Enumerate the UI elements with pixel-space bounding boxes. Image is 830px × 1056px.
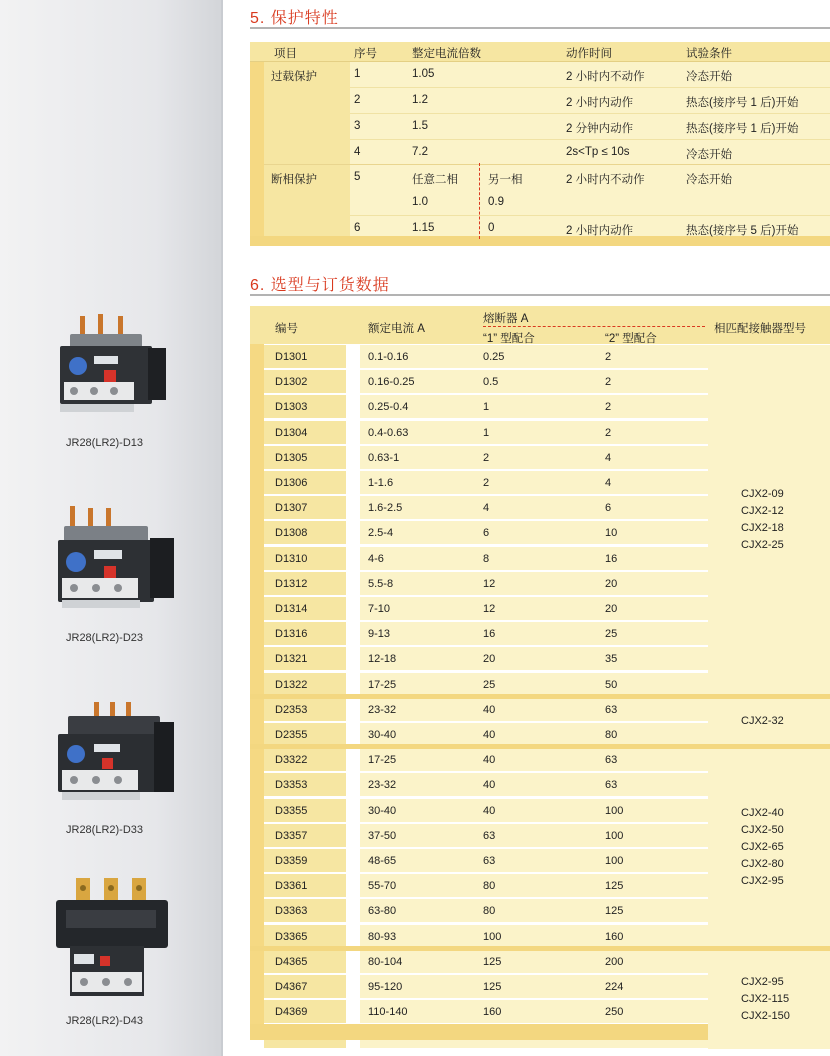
row-fuse-type2: 125: [605, 880, 624, 893]
dial: [69, 357, 87, 375]
row-code: D3353: [275, 779, 308, 792]
contactor-model: CJX2-95: [741, 875, 784, 888]
row-fuse-type2: 200: [605, 955, 624, 968]
row-condition: 冷态开始: [686, 71, 732, 83]
contactor-model: CJX2-150: [741, 1009, 790, 1022]
protection-row: [250, 88, 830, 113]
contactor-model-list: [741, 974, 790, 1025]
value-cell-bg: [360, 723, 722, 746]
row-fuse-type2: 63: [605, 754, 618, 767]
value-cell-bg: [360, 647, 722, 670]
header-current: 额定电流 A: [368, 323, 425, 335]
product-caption-d23: JR28(LR2)-D23: [66, 632, 144, 644]
row-fuse-type1: 0.5: [483, 376, 499, 389]
contactor-model: CJX2-80: [741, 858, 784, 871]
row-code: D3365: [275, 930, 308, 943]
contactor-model: CJX2-25: [741, 539, 784, 552]
value-cell-bg: [360, 975, 722, 998]
relay-base: [60, 404, 134, 412]
relay-base: [62, 792, 140, 800]
contactor-group-cell: [708, 698, 830, 746]
row-multiple: 1.15: [412, 222, 435, 234]
label-plate: [74, 954, 94, 964]
value-cell-bg: [360, 622, 722, 645]
dial: [67, 745, 85, 763]
screw: [90, 387, 98, 395]
value-cell-bg: [360, 673, 722, 696]
row-fuse-type2: 160: [605, 930, 624, 943]
row-current: 0.16-0.25: [368, 376, 415, 389]
protection-table: [250, 42, 830, 246]
header-item: 项目: [274, 48, 297, 60]
row-current: 5.5-8: [368, 577, 394, 590]
protection-header-row: [250, 42, 830, 62]
lug-hole: [136, 885, 142, 891]
value-cell-bg: [360, 572, 722, 595]
row-item: 过载保护: [271, 71, 317, 83]
value-cell-bg: [360, 395, 722, 418]
value-cell-bg: [360, 698, 722, 721]
row-code: D1314: [275, 603, 308, 615]
row-no: 2: [354, 94, 361, 106]
screw: [92, 584, 100, 592]
row-multiple: 7.2: [412, 146, 428, 158]
row-fuse-type1: 100: [483, 930, 502, 943]
table-left-band: [250, 306, 264, 1040]
row-fuse-type1: 63: [483, 829, 496, 842]
value-cell-bg: [360, 925, 722, 948]
value-cell-bg: [360, 521, 722, 544]
label-plate: [94, 356, 118, 364]
row-time: 2s<Tp ≤ 10s: [566, 146, 630, 158]
row-condition: 热态(接序号 1 后)开始: [686, 97, 799, 109]
protection-row: [250, 165, 830, 190]
row-code: D1322: [275, 678, 308, 691]
contactor-model: CJX2-18: [741, 522, 784, 535]
value-cell-bg: [360, 597, 722, 620]
protection-row: [250, 62, 830, 87]
row-current: 1-1.6: [368, 477, 394, 489]
row-code: D2355: [275, 729, 308, 741]
fuse-header-dashed: [483, 326, 705, 327]
row-current: 12-18: [368, 653, 397, 666]
row-current: 37-50: [368, 829, 397, 842]
section6-rule: [250, 294, 830, 296]
row-multiple: 1.2: [412, 94, 428, 106]
row-fuse-type1: 40: [483, 779, 496, 792]
row-current: 17-25: [368, 754, 397, 767]
row-no: 3: [354, 120, 361, 132]
value-cell-bg: [360, 824, 722, 847]
screw: [114, 776, 122, 784]
screw: [102, 978, 110, 986]
row-code: D4369: [275, 1006, 308, 1019]
row-multiple: 1.5: [412, 120, 428, 132]
row-condition: 热态(接序号 1 后)开始: [686, 123, 799, 135]
screw: [80, 978, 88, 986]
contactor-model: CJX2-65: [741, 841, 784, 854]
row-multiple: 任意二相: [412, 174, 458, 186]
row-code: D4365: [275, 955, 308, 968]
row-fuse-type2: 6: [605, 502, 612, 515]
contactor-model-list: [741, 713, 784, 730]
value-cell-bg: [360, 899, 722, 922]
label-plate: [94, 550, 122, 559]
row-fuse-type2: 250: [605, 1006, 624, 1019]
row-current: 30-40: [368, 729, 397, 741]
row-time: 2 小时内不动作: [566, 174, 645, 186]
row-current: 48-65: [368, 855, 397, 867]
row-current: 17-25: [368, 678, 397, 691]
header-fuse-type1: “1” 型配合: [483, 333, 535, 345]
relay-d33-image: [54, 700, 178, 808]
row-current: 2.5-4: [368, 527, 394, 540]
row-code: D3355: [275, 804, 308, 817]
row-fuse-type1: 2: [483, 477, 490, 489]
row-fuse-type1: 12: [483, 577, 496, 590]
row-multiple: 1.0: [412, 196, 428, 208]
row-fuse-type2: 16: [605, 552, 618, 565]
contactor-model-list: [741, 805, 784, 890]
row-fuse-type1: 160: [483, 1006, 502, 1019]
protection-row: [250, 216, 830, 241]
row-code: D1308: [275, 527, 308, 540]
row-fuse-type1: 1: [483, 426, 490, 439]
row-code: D3322: [275, 754, 308, 767]
protection-row: [250, 140, 830, 165]
section5-title: 5. 保护特性: [250, 10, 339, 27]
header-fuse-type2: “2” 型配合: [605, 333, 657, 345]
product-caption-d43: JR28(LR2)-D43: [66, 1015, 144, 1027]
row-fuse-type1: 4: [483, 502, 490, 515]
row-code: D1310: [275, 552, 308, 565]
row-code: D1316: [275, 628, 308, 641]
header-fuse: 熔断器 A: [483, 313, 529, 325]
reset-button: [100, 956, 110, 966]
value-cell-bg: [360, 950, 722, 973]
screw: [124, 978, 132, 986]
row-fuse-type2: 35: [605, 653, 618, 666]
row-code: D1304: [275, 426, 308, 439]
relay-cover: [66, 910, 156, 928]
row-condition: 冷态开始: [686, 174, 732, 186]
value-cell-bg: [360, 773, 722, 796]
contactor-group-cell: [708, 345, 830, 696]
value-cell-bg: [360, 471, 722, 494]
row-fuse-type2: 4: [605, 477, 612, 489]
row-fuse-type1: 16: [483, 628, 496, 641]
row-current: 4-6: [368, 552, 384, 565]
row-no: 5: [354, 171, 361, 183]
header-code: 编号: [275, 323, 298, 335]
row-current: 95-120: [368, 981, 403, 993]
row-fuse-type2: 10: [605, 527, 618, 540]
contactor-model: CJX2-32: [741, 715, 784, 728]
protection-row: [250, 114, 830, 139]
row-code: D1306: [275, 477, 308, 489]
row-current: 23-32: [368, 703, 397, 716]
row-condition: 热态(接序号 5 后)开始: [686, 225, 799, 237]
row-current: 110-140: [368, 1006, 408, 1019]
row-fuse-type1: 6: [483, 527, 490, 540]
section6-title: 6. 选型与订货数据: [250, 277, 390, 294]
value-cell-bg: [360, 345, 722, 368]
row-current: 1.6-2.5: [368, 502, 403, 515]
row-fuse-type2: 20: [605, 577, 618, 590]
screw: [70, 776, 78, 784]
row-code: D1301: [275, 351, 308, 363]
row-fuse-type2: 63: [605, 779, 618, 792]
relay-base: [62, 600, 140, 608]
row-fuse-type2: 100: [605, 829, 624, 842]
row-current: 80-104: [368, 955, 403, 968]
value-cell-bg: [360, 496, 722, 519]
row-code: D1302: [275, 376, 308, 389]
row-fuse-type2: 100: [605, 804, 624, 817]
row-fuse-type2: 63: [605, 703, 618, 716]
row-item: 断相保护: [271, 174, 317, 186]
row-code: D3363: [275, 905, 308, 918]
row-multiple: 1.05: [412, 68, 435, 80]
contactor-model: CJX2-95: [741, 975, 784, 988]
row-fuse-type2: 224: [605, 981, 624, 993]
group-separator: [250, 744, 830, 749]
row-fuse-type1: 0.25: [483, 351, 505, 363]
contactor-group-cell: [708, 748, 830, 948]
product-caption-d33: JR28(LR2)-D33: [66, 824, 144, 836]
row-fuse-type1: 40: [483, 754, 496, 767]
row-fuse-type1: 40: [483, 703, 496, 716]
row-fuse-type2: 2: [605, 376, 612, 389]
row-fuse-type1: 1: [483, 401, 490, 414]
row-code: D1305: [275, 451, 308, 464]
value-cell-bg: [360, 421, 722, 444]
group-separator: [250, 694, 830, 699]
row-fuse-type2: 125: [605, 905, 624, 918]
row-fuse-type2: 100: [605, 855, 624, 867]
gutter-edge: [221, 0, 223, 1056]
screw: [110, 387, 118, 395]
contactor-model: CJX2-50: [741, 824, 784, 837]
section5-rule: [250, 27, 830, 29]
reset-button: [104, 370, 116, 382]
product-caption-d13: JR28(LR2)-D13: [66, 437, 144, 449]
row-fuse-type2: 50: [605, 678, 618, 691]
row-no: 4: [354, 146, 361, 158]
value-cell-bg: [360, 1000, 722, 1023]
relay-d23-image: [54, 504, 178, 614]
value-cell-bg: [360, 874, 722, 897]
row-other-phase: 0.9: [488, 196, 504, 208]
row-fuse-type1: 80: [483, 880, 496, 893]
ordering-header: [250, 306, 830, 344]
row-time: 2 分钟内动作: [566, 123, 634, 135]
screw: [70, 387, 78, 395]
row-code: D3359: [275, 855, 308, 867]
value-cell-bg: [360, 748, 722, 771]
row-current: 63-80: [368, 905, 397, 918]
row-fuse-type1: 125: [483, 955, 502, 968]
row-current: 9-13: [368, 628, 391, 641]
header-multiple: 整定电流倍数: [412, 48, 481, 60]
row-current: 80-93: [368, 930, 397, 943]
protection-row: [250, 190, 830, 215]
value-cell-bg: [360, 547, 722, 570]
row-code: D4367: [275, 981, 308, 993]
row-other-phase: 0: [488, 222, 495, 234]
contactor-model-list: [741, 486, 784, 554]
row-current: 0.25-0.4: [368, 401, 409, 414]
lug-hole: [80, 885, 86, 891]
screw: [92, 776, 100, 784]
group-separator: [250, 946, 830, 951]
row-fuse-type1: 80: [483, 905, 496, 918]
lug-hole: [108, 885, 114, 891]
header-time: 动作时间: [566, 48, 612, 60]
header-condition: 试验条件: [686, 48, 732, 60]
screw: [70, 584, 78, 592]
row-code: D3361: [275, 880, 308, 893]
contactor-group-cell: [708, 950, 830, 1049]
contactor-model: CJX2-40: [741, 807, 784, 820]
row-time: 2 小时内动作: [566, 97, 634, 109]
row-no: 6: [354, 222, 361, 234]
dial: [66, 552, 86, 572]
screw: [114, 584, 122, 592]
ordering-table: [250, 306, 830, 1040]
value-cell-bg: [360, 799, 722, 822]
value-cell-bg: [360, 849, 722, 872]
row-time: 2 小时内不动作: [566, 71, 645, 83]
row-current: 7-10: [368, 603, 391, 615]
row-fuse-type1: 8: [483, 552, 490, 565]
row-code: D3357: [275, 829, 308, 842]
row-fuse-type1: 2: [483, 451, 490, 464]
contactor-model: CJX2-12: [741, 505, 784, 518]
row-code: D1303: [275, 401, 308, 414]
relay-side: [148, 348, 166, 400]
row-current: 23-32: [368, 779, 397, 792]
phase-divider-dashed: [479, 163, 480, 239]
row-fuse-type1: 12: [483, 603, 496, 615]
row-fuse-type1: 40: [483, 804, 496, 817]
row-no: 1: [354, 68, 361, 80]
relay-side: [154, 722, 174, 792]
row-code: D1312: [275, 577, 308, 590]
row-code: D1321: [275, 653, 308, 666]
row-fuse-type1: 125: [483, 981, 502, 993]
row-fuse-type2: 4: [605, 451, 612, 464]
reset-button: [102, 758, 113, 769]
row-fuse-type1: 25: [483, 678, 496, 691]
row-fuse-type1: 40: [483, 729, 496, 741]
row-fuse-type2: 80: [605, 729, 618, 741]
contactor-model: CJX2-115: [741, 992, 790, 1005]
row-time: 2 小时内动作: [566, 225, 634, 237]
row-fuse-type1: 63: [483, 855, 496, 867]
reset-button: [104, 566, 116, 578]
row-fuse-type2: 25: [605, 628, 618, 641]
row-current: 0.4-0.63: [368, 426, 409, 439]
row-fuse-type2: 2: [605, 351, 612, 363]
relay-d43-image: [52, 876, 172, 1008]
row-current: 0.1-0.16: [368, 351, 409, 363]
row-current: 30-40: [368, 804, 397, 817]
row-fuse-type2: 2: [605, 401, 612, 414]
relay-d13-image: [52, 312, 174, 420]
header-contactor: 相匹配接触器型号: [714, 323, 806, 335]
row-condition: 冷态开始: [686, 149, 732, 161]
value-cell-bg: [360, 446, 722, 469]
contactor-model: CJX2-09: [741, 488, 784, 501]
label-plate: [94, 744, 120, 752]
row-fuse-type2: 2: [605, 426, 612, 439]
row-current: 0.63-1: [368, 451, 400, 464]
row-fuse-type1: 20: [483, 653, 496, 666]
row-code: D2353: [275, 703, 308, 716]
row-other-phase: 另一相: [488, 174, 523, 186]
row-fuse-type2: 20: [605, 603, 618, 615]
row-code: D1307: [275, 502, 308, 515]
row-current: 55-70: [368, 880, 397, 893]
relay-side: [150, 538, 174, 598]
header-no: 序号: [354, 48, 377, 60]
